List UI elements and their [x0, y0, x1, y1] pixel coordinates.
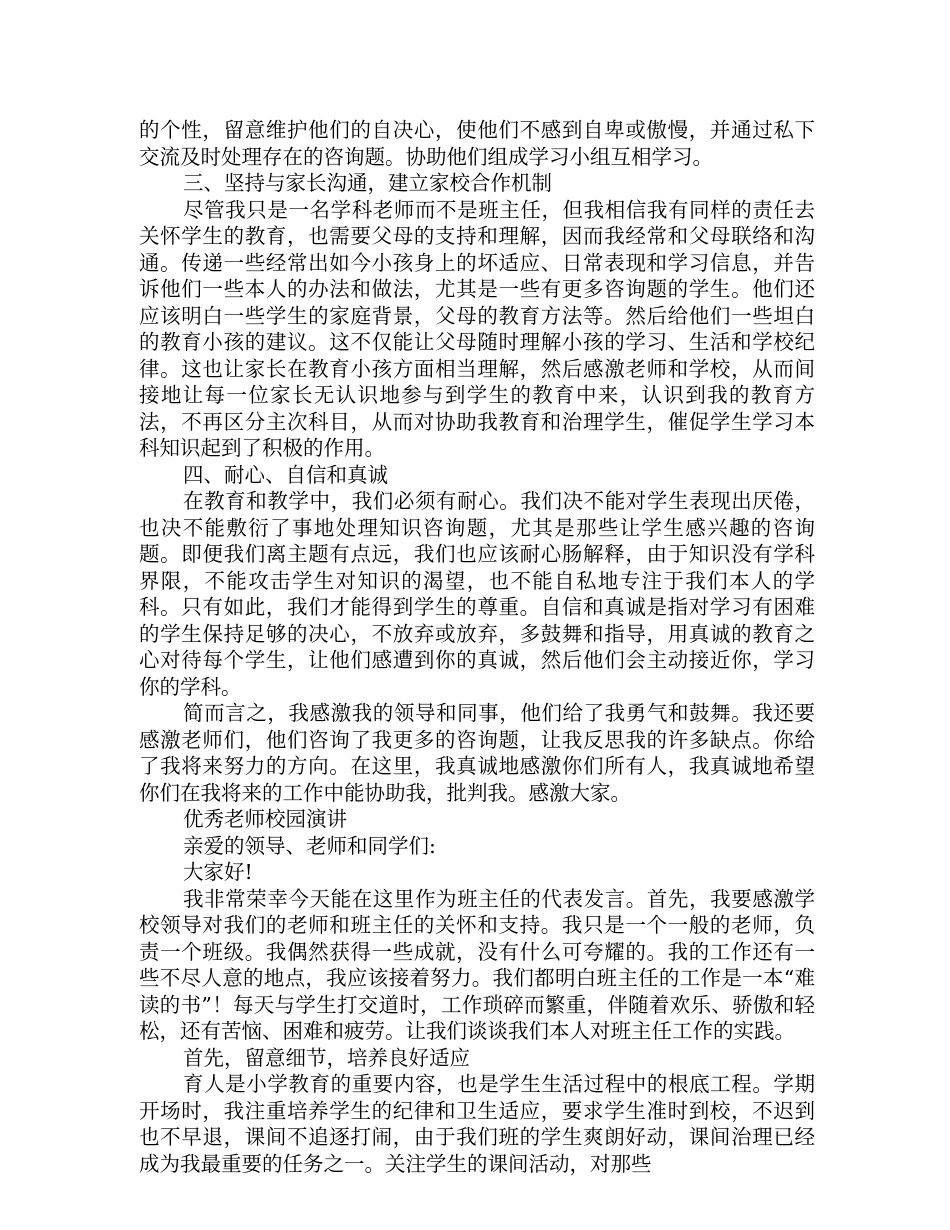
paragraph: 三、坚持与家长沟通，建立家校合作机制 — [183, 171, 552, 195]
paragraph: 四、耐心、自信和真诚 — [183, 462, 388, 487]
paragraph: 首先，留意细节，培养良好适应 — [183, 1045, 470, 1070]
paragraph: 育人是小学教育的重要内容，也是学生生活过程中的根底工程。学期开场时，我注重培养学生的纪律和卫生适应，要求学生准时到校，不迟到也不早退，课间不追逐打闹，由于我们班的学生爽朗好动，课间治理已经成为我最重要的任务之一。关注学生的课间活动，对那些 — [139, 1072, 815, 1176]
paragraph: 在教育和教学中，我们必须有耐心。我们决不能对学生表现出厌倦，也决不能敷衍了事地处理知识咨询题，尤其是那些让学生感兴趣的咨询题。即便我们离主题有点远，我们也应该耐心肠解释，由于知识没有学科界限，不能攻击学生对知识的渴望，也不能自私地专注于我们本人的学科。只有如此，我们才能得到学生的尊重。自信和真诚是指对学习有困难的学生保持足够的决心，不放弃或放弃，多鼓舞和指导，用真诚的教育之心对待每个学生，让他们感遭到你的真诚，然后他们会主动接近你，学习你的学科。 — [139, 489, 815, 699]
paragraph: 我非常荣幸今天能在这里作为班主任的代表发言。首先，我要感激学校领导对我们的老师和班主任的关怀和支持。我只是一个一般的老师，负责一个班级。我偶然获得一些成就，没有什么可夸耀的。我的工作还有一些不尽人意的地点，我应该接着努力。我们都明白班主任的工作是一本“难读的书”！每天与学生打交道时，工作琐碎而繁重，伴随着欢乐、骄傲和轻松，还有苦恼、困难和疲劳。让我们谈谈我们本人对班主任工作的实践。 — [139, 886, 815, 1043]
paragraph: 优秀老师校园演讲 — [183, 807, 347, 831]
paragraph: 尽管我只是一名学科老师而不是班主任，但我相信我有同样的责任去关怀学生的教育，也需要父母的支持和理解，因而我经常和父母联络和沟通。传递一些经常出如今小孩身上的坏适应、日常表现和学习信息，并告诉他们一些本人的办法和做法，尤其是一些有更多咨询题的学生。他们还应该明白一些学生的家庭背景，父母的教育方法等。然后给他们一些坦白的教育小孩的建议。这不仅能让父母随时理解小孩的学习、生活和学校纪律。这也让家长在教育小孩方面相当理解，然后感激老师和学校，从而间接地让每一位家长无认识地参与到学生的教育中来，认识到我的教育方法，不再区分主次科目，从而对协助我教育和治理学生，催促学生学习本科知识起到了积极的作用。 — [139, 197, 815, 460]
paragraph: 简而言之，我感激我的领导和同事，他们给了我勇气和鼓舞。我还要感激老师们，他们咨询了我更多的咨询题，让我反思我的许多缺点。你给了我将来努力的方向。在这里，我真诚地感激你们所有人，我真诚地希望你们在我将来的工作中能协助我，批判我。感激大家。 — [139, 701, 815, 805]
paragraph: 的个性，留意维护他们的自决心，使他们不感到自卑或傲慢，并通过私下交流及时处理存在的咨询题。协助他们组成学习小组互相学习。 — [139, 118, 815, 169]
paragraph: 亲爱的领导、老师和同学们: — [183, 833, 436, 858]
document-page — [139, 117, 815, 1177]
paragraph: 大家好! — [183, 860, 253, 884]
